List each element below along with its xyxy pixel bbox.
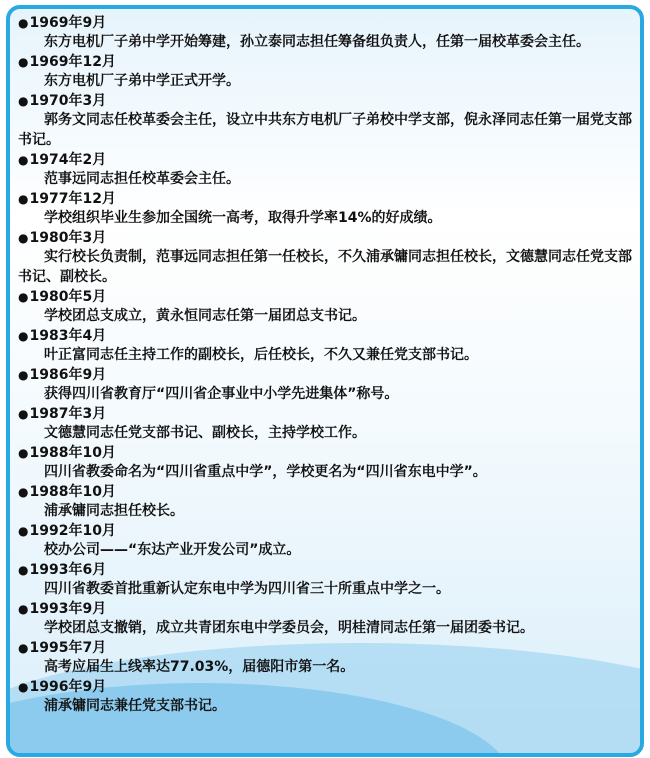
timeline-entry (18, 639, 642, 677)
bullet-icon: ● (18, 602, 29, 616)
entry-date: 1969年12月 (29, 54, 116, 70)
entry-text: 文德慧同志任党支部书记、副校长，主持学校工作。 (44, 425, 366, 441)
entry-date: 1995年7月 (29, 640, 107, 656)
timeline-entry (18, 92, 642, 150)
entry-text: 东方电机厂子弟中学开始筹建，孙立泰同志担任筹备组负责人，任第一届校革委会主任。 (44, 34, 590, 50)
timeline-entry (18, 561, 642, 599)
entry-text: 校办公司——“东达产业开发公司”成立。 (44, 542, 301, 558)
entry-date: 1988年10月 (29, 484, 116, 500)
entry-date: 1974年2月 (29, 152, 107, 168)
bullet-icon: ● (18, 55, 29, 69)
entry-text: 范事远同志担任校革委会主任。 (44, 171, 240, 187)
bullet-icon: ● (18, 641, 29, 655)
entry-text: 浦承镛同志兼任党支部书记。 (44, 698, 226, 714)
entry-date: 1980年3月 (29, 230, 107, 246)
entry-date: 1993年9月 (29, 601, 107, 617)
entry-date: 1996年9月 (29, 679, 107, 695)
entry-text: 东方电机厂子弟中学正式开学。 (44, 73, 240, 89)
timeline-entry (18, 190, 642, 228)
timeline-entry (18, 522, 642, 560)
timeline-entry (18, 151, 642, 189)
entry-text: 学校团总支撤销，成立共青团东电中学委员会，明桂清同志任第一届团委书记。 (44, 620, 534, 636)
bullet-icon: ● (18, 153, 29, 167)
bullet-icon: ● (18, 680, 29, 694)
entry-date: 1993年6月 (29, 562, 107, 578)
bullet-icon: ● (18, 563, 29, 577)
timeline-entry (18, 327, 642, 365)
bullet-icon: ● (18, 407, 29, 421)
entry-date: 1987年3月 (29, 406, 107, 422)
bullet-icon: ● (18, 446, 29, 460)
entry-date: 1970年3月 (29, 93, 107, 109)
timeline-panel (6, 5, 644, 757)
timeline-entry (18, 366, 642, 404)
timeline-entry (18, 229, 642, 287)
entry-text: 高考应届生上线率达77.03%，届德阳市第一名。 (44, 659, 355, 675)
entry-date: 1992年10月 (29, 523, 116, 539)
timeline-entry (18, 53, 642, 91)
entry-date: 1983年4月 (29, 328, 107, 344)
timeline-entry (18, 14, 642, 52)
bullet-icon: ● (18, 231, 29, 245)
entry-date: 1977年12月 (29, 191, 116, 207)
entry-text: 获得四川省教育厅“四川省企事业中小学先进集体”称号。 (44, 386, 399, 402)
timeline-entry (18, 600, 642, 638)
timeline-entry (18, 444, 642, 482)
school-history-timeline (18, 14, 642, 717)
bullet-icon: ● (18, 524, 29, 538)
bullet-icon: ● (18, 329, 29, 343)
entry-text: 学校团总支成立，黄永恒同志任第一届团总支书记。 (44, 308, 366, 324)
entry-text: 实行校长负责制，范事远同志担任第一任校长，不久浦承镛同志担任校长，文德慧同志任党支部书记、副校长。 (18, 249, 632, 285)
timeline-entry (18, 678, 642, 716)
bullet-icon: ● (18, 368, 29, 382)
entry-text: 浦承镛同志担任校长。 (44, 503, 184, 519)
entry-text: 叶正富同志任主持工作的副校长，后任校长，不久又兼任党支部书记。 (44, 347, 478, 363)
entry-date: 1988年10月 (29, 445, 116, 461)
timeline-entry (18, 405, 642, 443)
timeline-entry (18, 288, 642, 326)
entry-text: 学校组织毕业生参加全国统一高考，取得升学率14%的好成绩。 (44, 210, 442, 226)
bullet-icon: ● (18, 485, 29, 499)
timeline-entry (18, 483, 642, 521)
entry-text: 郭务文同志任校革委会主任，设立中共东方电机厂子弟校中学支部，倪永泽同志任第一届党支部书记。 (18, 112, 632, 148)
entry-date: 1969年9月 (29, 15, 107, 31)
bullet-icon: ● (18, 192, 29, 206)
bullet-icon: ● (18, 94, 29, 108)
bullet-icon: ● (18, 16, 29, 30)
bullet-icon: ● (18, 290, 29, 304)
entry-text: 四川省教委首批重新认定东电中学为四川省三十所重点中学之一。 (44, 581, 450, 597)
entry-text: 四川省教委命名为“四川省重点中学”，学校更名为“四川省东电中学”。 (44, 464, 487, 480)
entry-date: 1980年5月 (29, 289, 107, 305)
entry-date: 1986年9月 (29, 367, 107, 383)
